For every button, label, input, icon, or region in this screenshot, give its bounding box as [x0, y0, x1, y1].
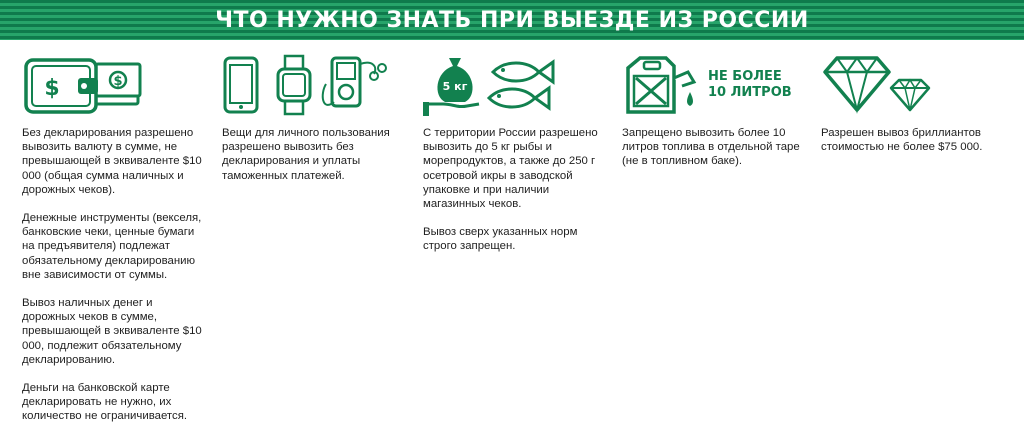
paragraph: Вывоз наличных денег и дорожных чеков в сумме, превышающей в эквиваленте $10 000, подлежит обязательному декларированию. [22, 297, 202, 366]
fuel-text [622, 126, 807, 169]
diamonds-text [821, 126, 1006, 154]
paragraph: Вывоз сверх указанных норм строго запрещен. [423, 226, 578, 253]
paragraph: Денежные инструменты (векселя, банковские чеки, ценные бумаги на предъявителя) подлежат обязательному декларированию вне зависимости от суммы. [22, 212, 202, 281]
column-personal-items [222, 50, 407, 197]
paragraph: Разрешен вывоз бриллиантов стоимостью не более $75 000. [821, 127, 983, 154]
fish-icon [489, 62, 553, 108]
smartwatch-icon [278, 56, 310, 114]
fish-icons [423, 50, 608, 120]
fuel-icons [622, 50, 807, 120]
svg-text:$: $ [113, 74, 123, 89]
bag-weight-label: 5 кг [442, 80, 468, 93]
personal-items-text [222, 126, 407, 183]
diamond-icon [821, 54, 931, 116]
smartphone-icon [225, 58, 257, 112]
svg-text:$: $ [44, 76, 60, 101]
paragraph: Деньги на банковской карте декларировать не нужно, их количество не ограничивается. [22, 382, 188, 423]
paragraph: Вещи для личного пользования разрешено вывозить без декларирования и уплаты таможенных платежей. [222, 127, 390, 182]
paragraph: Без декларирования разрешено вывозить валюту в сумме, не превышающей в эквиваленте $10 000 (общая сумма наличных и дорожных чеков). [22, 127, 202, 196]
paragraph: С территории России разрешено вывозить до 5 кг рыбы и морепродуктов, а также до 250 г осетровой икры в заводской упаковке и при наличии магазинных чеков. [423, 127, 598, 211]
money-bag-hand-icon [423, 58, 479, 116]
fuel-canister-icon [622, 54, 702, 116]
paragraph: Запрещено вывозить более 10 литров топлива в отдельной таре (не в топливном баке). [622, 127, 800, 168]
personal-items-icons [222, 50, 407, 120]
currency-text [22, 126, 207, 424]
fish-text [423, 126, 608, 254]
currency-icons [22, 50, 207, 120]
page-title: ЧТО НУЖНО ЗНАТЬ ПРИ ВЫЕЗДЕ ИЗ РОССИИ [215, 7, 809, 33]
column-diamonds [821, 50, 1006, 168]
wallet-banknotes-icon [22, 54, 142, 116]
fuel-limit-line1: НЕ БОЛЕЕ [708, 69, 782, 84]
fuel-limit-label [708, 69, 792, 101]
music-player-icon [323, 58, 386, 106]
title-banner [0, 0, 1024, 40]
diamond-icons [821, 50, 1006, 120]
column-currency [22, 50, 207, 438]
column-fuel [622, 50, 807, 183]
column-fish [423, 50, 608, 268]
fuel-limit-line2: 10 ЛИТРОВ [708, 85, 792, 100]
